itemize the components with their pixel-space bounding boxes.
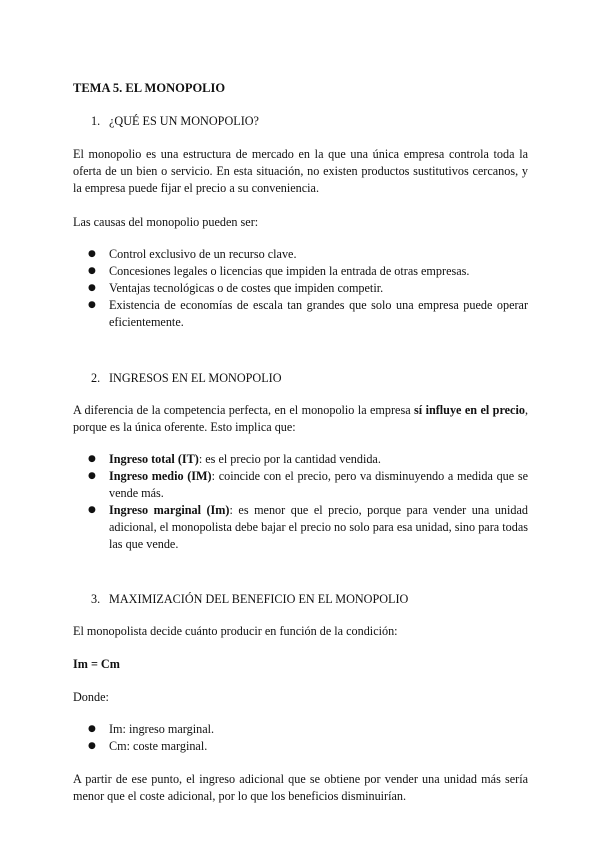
- emphasis-text: sí influye en el precio: [414, 403, 525, 417]
- section-1-paragraph: El monopolio es una estructura de mercado en la que una única empresa controla toda la oferta de un bien o servicio. En esta situación, no existen productos sustitutivos cercanos, y la empresa puede fijar el precio a su conveniencia.: [73, 147, 528, 195]
- section-number: 1.: [91, 114, 101, 128]
- where-label: Donde:: [73, 690, 109, 704]
- paragraph-text: , porque es la única oferente. Esto implica que:: [73, 403, 528, 434]
- section-title: INGRESOS EN EL MONOPOLIO: [109, 371, 282, 385]
- section-1-heading: [73, 113, 528, 130]
- list-item: [73, 502, 528, 553]
- section-3-heading: [73, 591, 528, 608]
- definition: : es el precio por la cantidad vendida.: [198, 452, 381, 466]
- list-item: ● Control exclusivo de un recurso clave.: [73, 246, 528, 263]
- conclusion-paragraph: A partir de ese punto, el ingreso adicional que se obtiene por vender una unidad más sería menor que el coste adicional, por lo que los beneficios disminuirían.: [73, 772, 528, 803]
- list-item: ● Ventajas tecnológicas o de costes que impiden competir.: [73, 280, 528, 297]
- formula: Im = Cm: [73, 657, 120, 671]
- term: Ingreso medio (IM): [109, 469, 212, 483]
- list-item: ● Existencia de economías de escala tan grandes que solo una empresa puede operar eficientemente.: [73, 297, 528, 331]
- list-item: ● Cm: coste marginal.: [73, 738, 528, 755]
- list-item: [73, 451, 528, 468]
- income-list: [73, 451, 528, 553]
- list-item: ● Concesiones legales o licencias que impiden la entrada de otras empresas.: [73, 263, 528, 280]
- section-title: MAXIMIZACIÓN DEL BENEFICIO EN EL MONOPOLIO: [109, 592, 409, 606]
- document-content: [73, 80, 528, 805]
- list-item: [73, 468, 528, 502]
- term: Ingreso marginal (Im): [109, 503, 230, 517]
- paragraph-text: A diferencia de la competencia perfecta, en el monopolio la empresa: [73, 403, 415, 417]
- definition: : es menor que el precio, porque para vender una unidad adicional, el monopolista debe bajar el precio no solo para esa unidad, sino para todas las que vende.: [109, 503, 528, 551]
- definitions-list: [73, 721, 528, 755]
- definition: : coincide con el precio, pero va disminuyendo a medida que se vende más.: [109, 469, 529, 500]
- section-2-heading: [73, 370, 528, 387]
- section-title: ¿QUÉ ES UN MONOPOLIO?: [109, 114, 259, 128]
- list-item: ● Im: ingreso marginal.: [73, 721, 528, 738]
- section-number: 2.: [91, 371, 101, 385]
- term: Ingreso total (IT): [109, 452, 199, 466]
- section-3-paragraph: El monopolista decide cuánto producir en función de la condición:: [73, 624, 398, 638]
- section-2-paragraph: [73, 402, 528, 436]
- document-title: TEMA 5. EL MONOPOLIO: [73, 81, 226, 95]
- section-number: 3.: [91, 592, 101, 606]
- causes-list: [73, 246, 528, 331]
- causes-intro: Las causas del monopolio pueden ser:: [73, 215, 259, 229]
